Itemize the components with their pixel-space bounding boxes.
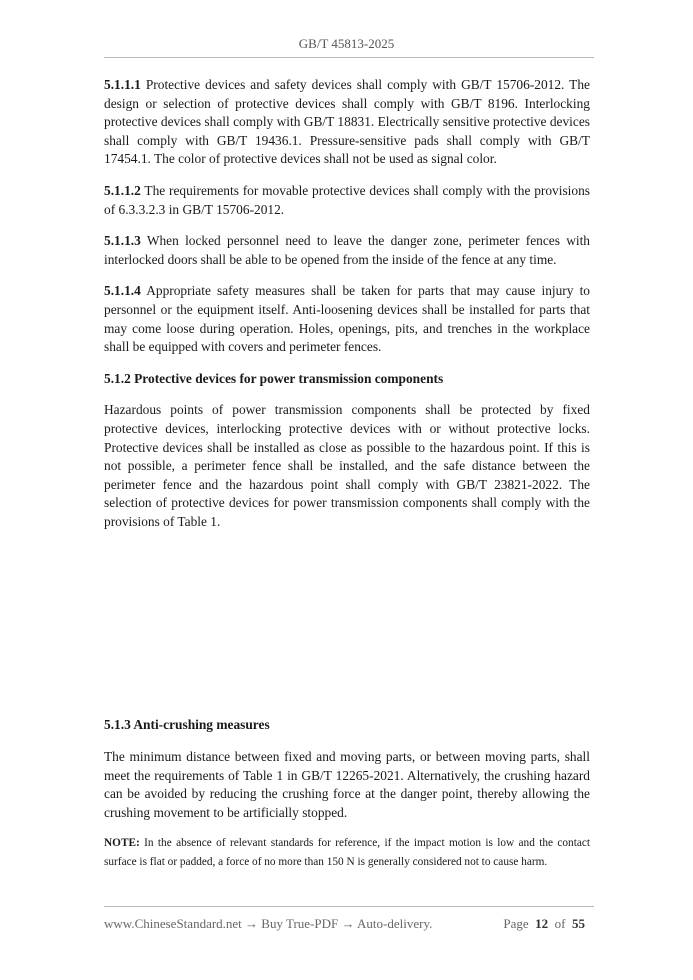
clause-text: Protective devices and safety devices shall comply with GB/T 15706-2012. The design or selection of protective devices shall comply with GB/T 8196. Interlocking protective devices shall comply with GB/T 18831. Electrically sensitive protective devices shall comply with GB/T 19436.1. Pressure-sensitive pads shall comply with GB/T 17454.1. The color of protective devices shall not be used as signal color. (104, 77, 590, 167)
section-heading-5-1-3: 5.1.3 Anti-crushing measures (104, 717, 270, 733)
of-word: of (554, 916, 566, 931)
page-header: GB/T 45813-2025 (298, 36, 395, 51)
clause-text: When locked personnel need to leave the danger zone, perimeter fences with interlocked doors shall be able to be opened from the inside of the fence at any time. (104, 233, 590, 267)
section-heading-5-1-2: 5.1.2 Protective devices for power transmission components (104, 370, 444, 386)
clause-number: 5.1.1.3 (104, 233, 141, 249)
page-indicator (503, 916, 585, 932)
note-label: NOTE: (104, 837, 140, 850)
page-current: 12 (535, 916, 549, 931)
header-divider (104, 57, 594, 58)
clause-text: Appropriate safety measures shall be taken for parts that may cause injury to personnel or the equipment itself. Anti-loosening devices shall be installed for parts that may come loose during operation. Holes, openings, pits, and trenches in the workplace shall be equipped with covers and perimeter fences. (104, 283, 590, 355)
section-5-1-3-text: The minimum distance between fixed and moving parts, or between moving parts, shall meet the requirements of Table 1 in GB/T 12265-2021. Alternatively, the crushing hazard can be avoided by reducing the crushing force at the danger point, thereby allowing the crushing movement to be artificially stopped. (104, 749, 590, 820)
footer-link[interactable]: www.ChineseStandard.net → Buy True-PDF → Auto-delivery. (104, 916, 433, 931)
clause-number: 5.1.1.4 (104, 283, 141, 299)
clause-number: 5.1.1.2 (104, 182, 141, 198)
clause-5-1-1-2 (104, 182, 590, 219)
page-total: 55 (572, 916, 585, 931)
page-word: Page (503, 916, 529, 931)
section-5-1-2-text: Hazardous points of power transmission components shall be protected by fixed protective devices, interlocking protective devices with or without protective locks. Protective devices shall be installed as close as possible to the hazardous point. If this is not possible, a perimeter fence shall be installed, and the safe distance between the perimeter fence and the hazardous point shall comply with GB/T 23821-2022. The selection of protective devices for power transmission components shall comply with the provisions of Table 1. (104, 402, 590, 529)
note-text: In the absence of relevant standards for reference, if the impact motion is low and the contact surface is flat or padded, a force of no more than 150 N is generally considered not to cause harm. (104, 837, 590, 869)
note-paragraph (104, 834, 590, 872)
clause-5-1-1-3 (104, 232, 590, 269)
footer-divider (104, 906, 594, 907)
clause-text: The requirements for movable protective devices shall comply with the provisions of 6.3.3.2.3 in GB/T 15706-2012. (104, 182, 590, 217)
clause-5-1-1-4 (104, 282, 590, 356)
clause-number: 5.1.1.1 (104, 77, 141, 92)
clause-5-1-1-1 (104, 76, 590, 169)
document-body (104, 76, 590, 872)
